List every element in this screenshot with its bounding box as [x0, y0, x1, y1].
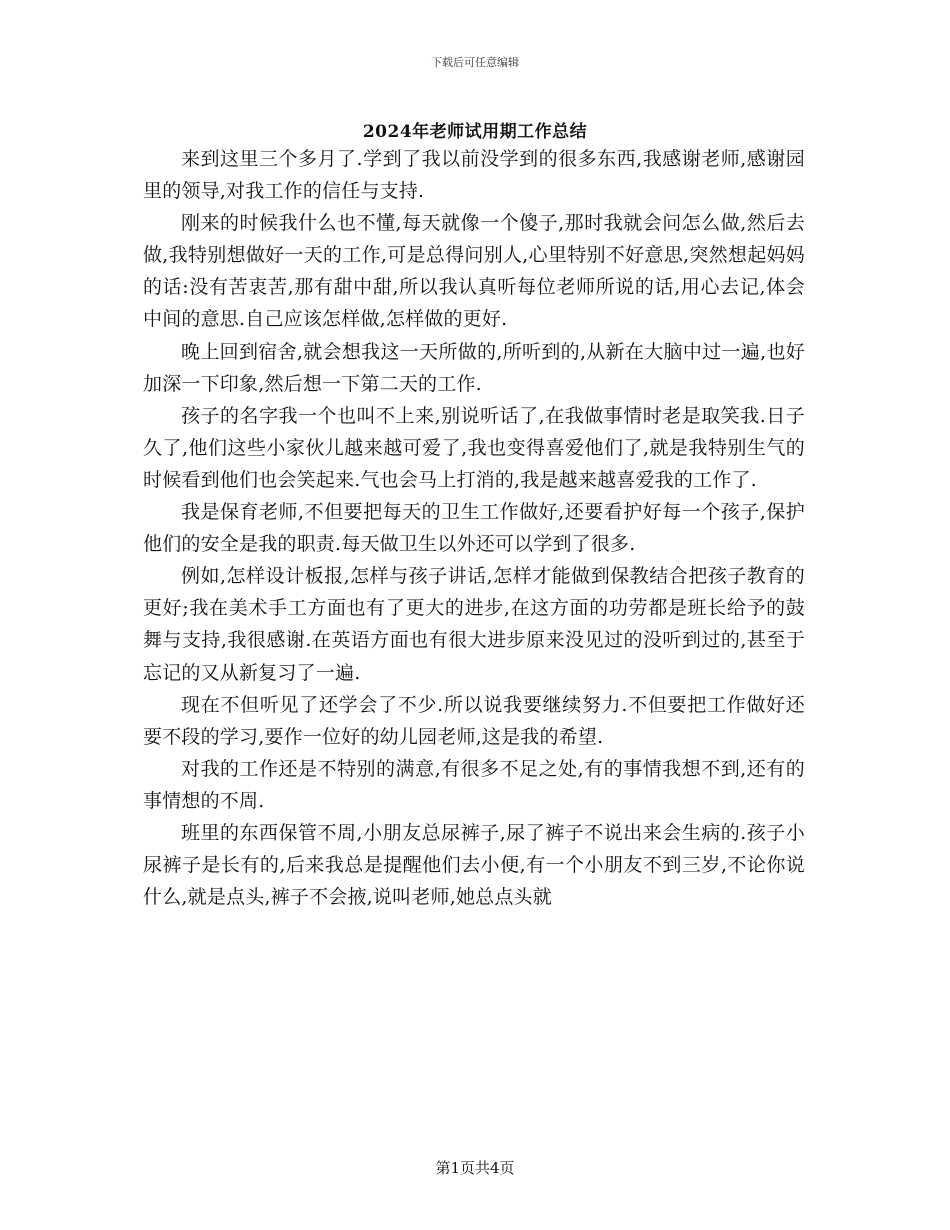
paragraph-6: 例如,怎样设计板报,怎样与孩子讲话,怎样才能做到保教结合把孩子教育的更好;我在美术手工方面也有了更大的进步,在这方面的功劳都是班长给予的鼓舞与支持,我很感谢.在英语方面也有很大进步原来没见过的没听到过的,甚至于忘记的又从新复习了一遍. [143, 565, 805, 684]
page-number: 第1页共4页 [435, 1159, 515, 1177]
paragraph-5: 我是保育老师,不但要把每天的卫生工作做好,还要看护好每一个孩子,保护他们的安全是我的职责.每天做卫生以外还可以学到了很多. [143, 501, 805, 556]
paragraph-4: 孩子的名字我一个也叫不上来,别说听话了,在我做事情时老是取笑我.日子久了,他们这些小家伙儿越来越可爱了,我也变得喜爱他们了,就是我特别生气的时候看到他们也会笑起来.气也会马上打消的,我是越来越喜爱我的工作了. [143, 404, 805, 491]
document-body [143, 143, 805, 913]
document-title: 2024年老师试用期工作总结 [362, 122, 588, 142]
paragraph-2: 刚来的时候我什么也不懂,每天就像一个傻子,那时我就会问怎么做,然后去做,我特别想做好一天的工作,可是总得问别人,心里特别不好意思,突然想起妈妈的话:没有苦衷苦,那有甜中甜,所以我认真听每位老师所说的话,用心去记,体会中间的意思.自己应该怎样做,怎样做的更好. [143, 212, 805, 331]
paragraph-7: 现在不但听见了还学会了不少.所以说我要继续努力.不但要把工作做好还要不段的学习,要作一位好的幼儿园老师,这是我的希望. [143, 693, 805, 748]
paragraph-1: 来到这里三个多月了.学到了我以前没学到的很多东西,我感谢老师,感谢园里的领导,对我工作的信任与支持. [143, 148, 805, 203]
paragraph-8: 对我的工作还是不特别的满意,有很多不足之处,有的事情我想不到,还有的事情想的不周. [143, 757, 805, 812]
paragraph-9: 班里的东西保管不周,小朋友总尿裤子,尿了裤子不说出来会生病的.孩子小尿裤子是长有的,后来我总是提醒他们去小便,有一个小朋友不到三岁,不论你说什么,就是点头,裤子不会掖,说叫老师,她总点头就 [143, 821, 805, 909]
page-header-note: 下载后可任意编辑 [431, 56, 519, 69]
paragraph-3: 晚上回到宿舍,就会想我这一天所做的,所听到的,从新在大脑中过一遍,也好加深一下印象,然后想一下第二天的工作. [143, 340, 805, 395]
